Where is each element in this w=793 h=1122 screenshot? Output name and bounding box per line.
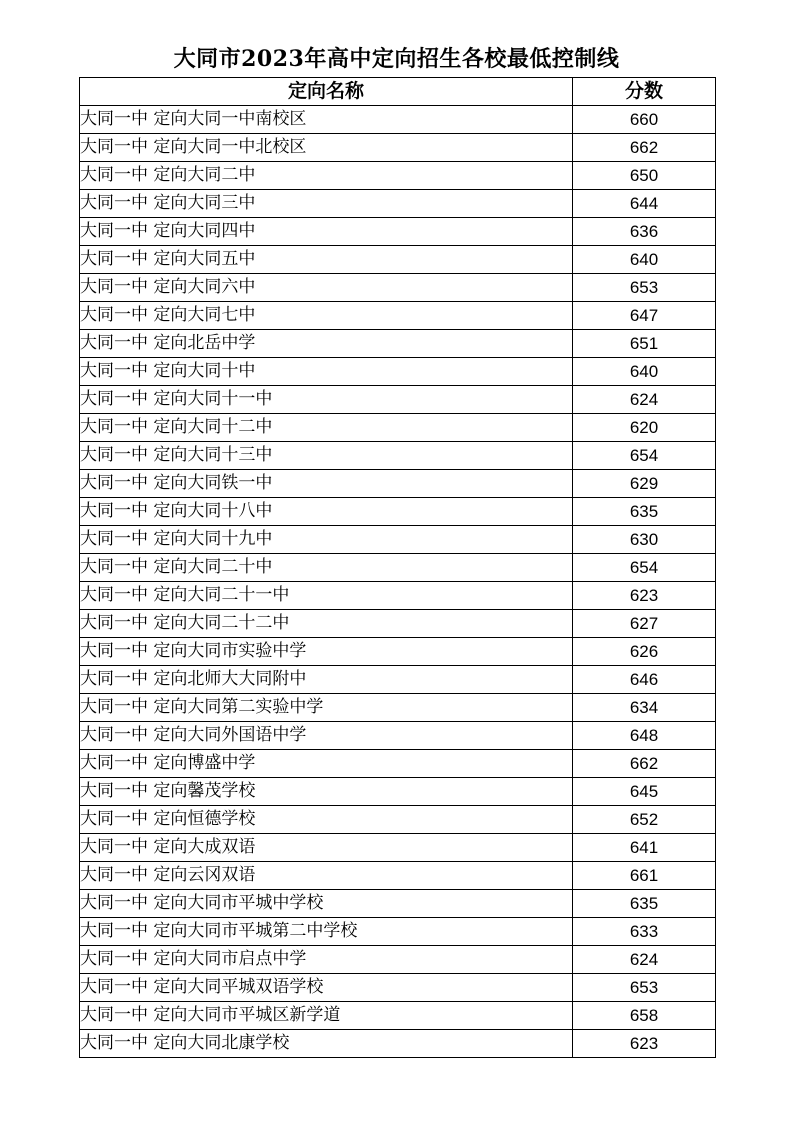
orientation-name-cell: 大同一中 定向大同十九中 bbox=[80, 526, 573, 554]
orientation-name-cell: 大同一中 定向大同三中 bbox=[80, 190, 573, 218]
table-row bbox=[80, 134, 716, 162]
table-row bbox=[80, 106, 716, 134]
score-cell: 635 bbox=[573, 890, 716, 918]
score-cell: 645 bbox=[573, 778, 716, 806]
page-title: 大同市2023年高中定向招生各校最低控制线 bbox=[173, 46, 620, 72]
table-row bbox=[80, 498, 716, 526]
score-cell: 652 bbox=[573, 806, 716, 834]
orientation-name-cell: 大同一中 定向大同北康学校 bbox=[80, 1030, 573, 1058]
orientation-name-cell: 大同一中 定向大同六中 bbox=[80, 274, 573, 302]
orientation-name-cell: 大同一中 定向大同二十一中 bbox=[80, 582, 573, 610]
orientation-name-cell: 大同一中 定向大同平城双语学校 bbox=[80, 974, 573, 1002]
table-row bbox=[80, 1030, 716, 1058]
orientation-name-cell: 大同一中 定向大同七中 bbox=[80, 302, 573, 330]
score-cell: 654 bbox=[573, 554, 716, 582]
orientation-name-cell: 大同一中 定向大同二十二中 bbox=[80, 610, 573, 638]
table-header-row bbox=[80, 78, 716, 106]
table-row bbox=[80, 946, 716, 974]
orientation-name-cell: 大同一中 定向大同第二实验中学 bbox=[80, 694, 573, 722]
score-cell: 629 bbox=[573, 470, 716, 498]
score-cell: 633 bbox=[573, 918, 716, 946]
table-row bbox=[80, 694, 716, 722]
table-row bbox=[80, 918, 716, 946]
orientation-name-cell: 大同一中 定向大同市启点中学 bbox=[80, 946, 573, 974]
column-header-name: 定向名称 bbox=[80, 78, 573, 106]
table-row bbox=[80, 582, 716, 610]
score-cell: 662 bbox=[573, 134, 716, 162]
table-body bbox=[80, 106, 716, 1058]
orientation-name-cell: 大同一中 定向大同十八中 bbox=[80, 498, 573, 526]
orientation-name-cell: 大同一中 定向大同二中 bbox=[80, 162, 573, 190]
table-row bbox=[80, 722, 716, 750]
score-cell: 648 bbox=[573, 722, 716, 750]
score-cell: 636 bbox=[573, 218, 716, 246]
orientation-name-cell: 大同一中 定向大同四中 bbox=[80, 218, 573, 246]
table-row bbox=[80, 246, 716, 274]
orientation-name-cell: 大同一中 定向北师大大同附中 bbox=[80, 666, 573, 694]
orientation-name-cell: 大同一中 定向博盛中学 bbox=[80, 750, 573, 778]
orientation-name-cell: 大同一中 定向大同铁一中 bbox=[80, 470, 573, 498]
table-row bbox=[80, 218, 716, 246]
table-row bbox=[80, 554, 716, 582]
score-cell: 647 bbox=[573, 302, 716, 330]
orientation-name-cell: 大同一中 定向大成双语 bbox=[80, 834, 573, 862]
orientation-name-cell: 大同一中 定向馨茂学校 bbox=[80, 778, 573, 806]
orientation-name-cell: 大同一中 定向大同市平城第二中学校 bbox=[80, 918, 573, 946]
table-row bbox=[80, 302, 716, 330]
orientation-name-cell: 大同一中 定向大同市平城区新学道 bbox=[80, 1002, 573, 1030]
table-row bbox=[80, 638, 716, 666]
table-row bbox=[80, 862, 716, 890]
table-row bbox=[80, 890, 716, 918]
score-cell: 634 bbox=[573, 694, 716, 722]
orientation-name-cell: 大同一中 定向云冈双语 bbox=[80, 862, 573, 890]
score-cell: 641 bbox=[573, 834, 716, 862]
table-row bbox=[80, 414, 716, 442]
table-row bbox=[80, 386, 716, 414]
score-cell: 660 bbox=[573, 106, 716, 134]
score-cell: 651 bbox=[573, 330, 716, 358]
score-cell: 623 bbox=[573, 582, 716, 610]
score-cell: 646 bbox=[573, 666, 716, 694]
column-header-score: 分数 bbox=[573, 78, 716, 106]
score-cell: 653 bbox=[573, 974, 716, 1002]
table-row bbox=[80, 190, 716, 218]
table-row bbox=[80, 806, 716, 834]
table-row bbox=[80, 162, 716, 190]
score-cell: 653 bbox=[573, 274, 716, 302]
orientation-name-cell: 大同一中 定向恒德学校 bbox=[80, 806, 573, 834]
table-row bbox=[80, 610, 716, 638]
table-row bbox=[80, 974, 716, 1002]
table-row bbox=[80, 330, 716, 358]
orientation-name-cell: 大同一中 定向大同一中北校区 bbox=[80, 134, 573, 162]
table-row bbox=[80, 1002, 716, 1030]
score-cell: 627 bbox=[573, 610, 716, 638]
score-cell: 635 bbox=[573, 498, 716, 526]
table-row bbox=[80, 470, 716, 498]
score-cell: 654 bbox=[573, 442, 716, 470]
score-cell: 640 bbox=[573, 246, 716, 274]
orientation-name-cell: 大同一中 定向大同外国语中学 bbox=[80, 722, 573, 750]
table-row bbox=[80, 358, 716, 386]
score-cell: 624 bbox=[573, 386, 716, 414]
table-row bbox=[80, 442, 716, 470]
score-cell: 662 bbox=[573, 750, 716, 778]
score-cell: 640 bbox=[573, 358, 716, 386]
score-cell: 620 bbox=[573, 414, 716, 442]
score-cell: 650 bbox=[573, 162, 716, 190]
score-cell: 658 bbox=[573, 1002, 716, 1030]
orientation-name-cell: 大同一中 定向大同市平城中学校 bbox=[80, 890, 573, 918]
score-cell: 626 bbox=[573, 638, 716, 666]
table-row bbox=[80, 666, 716, 694]
orientation-name-cell: 大同一中 定向大同十二中 bbox=[80, 414, 573, 442]
score-cell: 644 bbox=[573, 190, 716, 218]
orientation-name-cell: 大同一中 定向大同十中 bbox=[80, 358, 573, 386]
orientation-name-cell: 大同一中 定向大同十三中 bbox=[80, 442, 573, 470]
orientation-name-cell: 大同一中 定向北岳中学 bbox=[80, 330, 573, 358]
table-row bbox=[80, 778, 716, 806]
table-row bbox=[80, 526, 716, 554]
table-row bbox=[80, 750, 716, 778]
orientation-name-cell: 大同一中 定向大同市实验中学 bbox=[80, 638, 573, 666]
orientation-name-cell: 大同一中 定向大同一中南校区 bbox=[80, 106, 573, 134]
orientation-name-cell: 大同一中 定向大同二十中 bbox=[80, 554, 573, 582]
score-cell: 661 bbox=[573, 862, 716, 890]
score-cell: 630 bbox=[573, 526, 716, 554]
orientation-name-cell: 大同一中 定向大同五中 bbox=[80, 246, 573, 274]
orientation-name-cell: 大同一中 定向大同十一中 bbox=[80, 386, 573, 414]
table-row bbox=[80, 274, 716, 302]
score-cell: 623 bbox=[573, 1030, 716, 1058]
score-table bbox=[79, 77, 716, 1058]
table-row bbox=[80, 834, 716, 862]
score-cell: 624 bbox=[573, 946, 716, 974]
